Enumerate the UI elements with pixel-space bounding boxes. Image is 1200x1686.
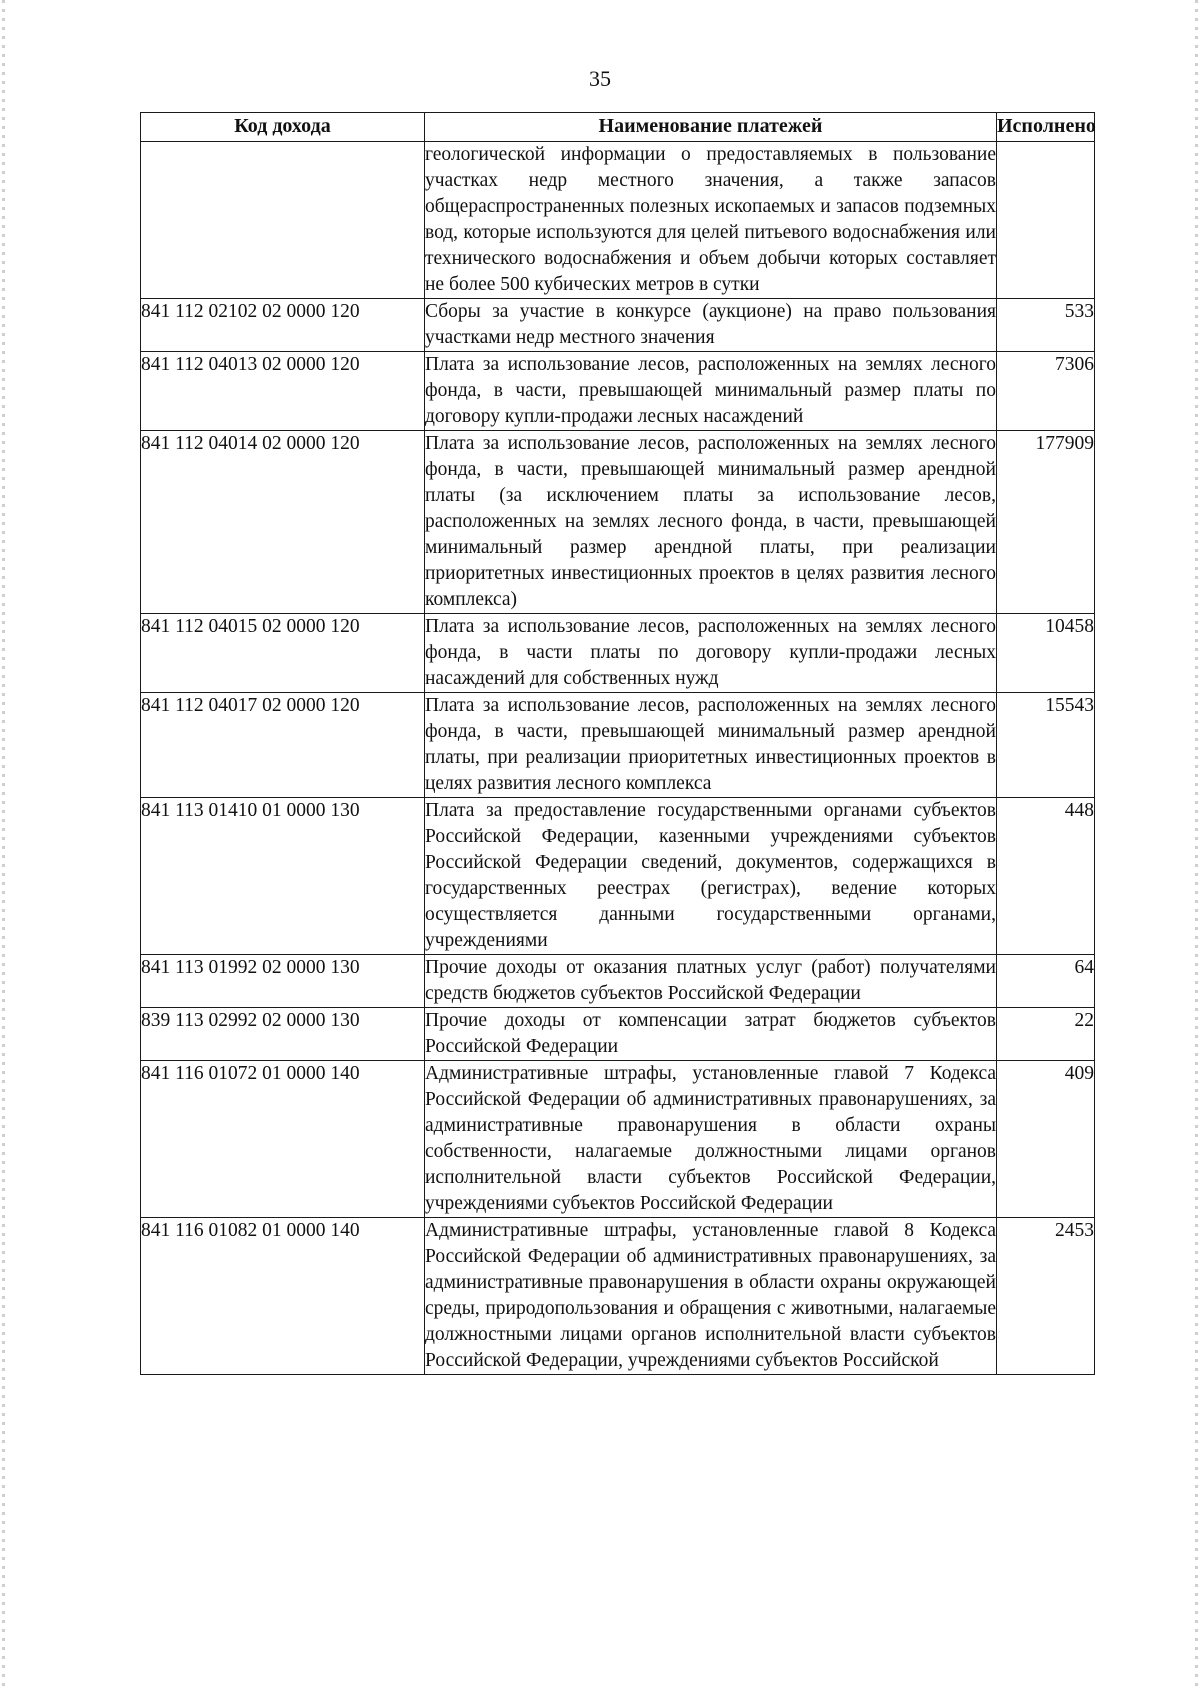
table-row	[141, 1061, 1095, 1218]
cell-code: 841 116 01082 01 0000 140	[141, 1218, 425, 1375]
cell-name	[425, 299, 997, 352]
cell-name-text: Плата за использование лесов, расположенных на землях лесного фонда, в части, превышающей минимальный размер арендной платы, при реализации приоритетных инвестиционных проектов в целях развития лесного комплекса	[425, 695, 996, 794]
cell-name-text: Сборы за участие в конкурсе (аукционе) на право пользования участками недр местного значения	[425, 301, 996, 348]
cell-name-text: Прочие доходы от оказания платных услуг (работ) получателями средств бюджетов субъектов Российской Федерации	[425, 957, 996, 1004]
cell-name	[425, 693, 997, 798]
cell-name	[425, 1061, 997, 1218]
table-row	[141, 431, 1095, 614]
cell-done: 64	[997, 955, 1095, 1008]
table-row	[141, 693, 1095, 798]
cell-name	[425, 1008, 997, 1061]
cell-done: 10458	[997, 614, 1095, 693]
cell-code: 841 112 04014 02 0000 120	[141, 431, 425, 614]
scan-edge-left	[2, 0, 5, 1686]
cell-name-text: Плата за использование лесов, расположенных на землях лесного фонда, в части, превышающей минимальный размер арендной платы (за исключением платы за использование лесов, расположенных на землях лесного фонда, в части, превышающей минимальный размер арендной платы, при реализации приоритетных инвестиционных проектов в целях развития лесного комплекса)	[425, 433, 996, 610]
cell-name	[425, 614, 997, 693]
cell-code: 841 116 01072 01 0000 140	[141, 1061, 425, 1218]
cell-code: 841 112 02102 02 0000 120	[141, 299, 425, 352]
cell-name-text: Плата за предоставление государственными органами субъектов Российской Федерации, казенными учреждениями субъектов Российской Федерации сведений, документов, содержащихся в государственных реестрах (регистрах), ведение которых осуществляется данными государственными органами, учреждениями	[425, 800, 996, 951]
cell-code: 841 112 04015 02 0000 120	[141, 614, 425, 693]
table-row	[141, 798, 1095, 955]
header-done: Исполнено	[997, 113, 1095, 142]
cell-code	[141, 142, 425, 299]
cell-done: 22	[997, 1008, 1095, 1061]
cell-name	[425, 1218, 997, 1375]
scan-edge-right	[1195, 0, 1198, 1686]
cell-done: 533	[997, 299, 1095, 352]
header-name: Наименование платежей	[425, 113, 997, 142]
cell-name-text: Административные штрафы, установленные главой 8 Кодекса Российской Федерации об административных правонарушениях, за административные правонарушения в области охраны окружающей среды, природопользования и обращения с животными, налагаемые должностными лицами органов исполнительной власти субъектов Российской Федерации, учреждениями субъектов Российской	[425, 1220, 996, 1371]
revenue-table	[140, 112, 1095, 1375]
cell-done: 409	[997, 1061, 1095, 1218]
cell-code: 841 113 01410 01 0000 130	[141, 798, 425, 955]
table-row	[141, 1008, 1095, 1061]
table-header-row	[141, 113, 1095, 142]
cell-name-text: Плата за использование лесов, расположенных на землях лесного фонда, в части платы по договору купли-продажи лесных насаждений для собственных нужд	[425, 616, 996, 689]
cell-code: 839 113 02992 02 0000 130	[141, 1008, 425, 1061]
cell-name-text: Прочие доходы от компенсации затрат бюджетов субъектов Российской Федерации	[425, 1010, 996, 1057]
table-row	[141, 614, 1095, 693]
cell-code: 841 112 04017 02 0000 120	[141, 693, 425, 798]
cell-done: 2453	[997, 1218, 1095, 1375]
table-row	[141, 955, 1095, 1008]
cell-name	[425, 798, 997, 955]
table-row	[141, 352, 1095, 431]
cell-name-text: Административные штрафы, установленные главой 7 Кодекса Российской Федерации об административных правонарушениях, за административные правонарушения в области охраны собственности, налагаемые должностными лицами органов исполнительной власти субъектов Российской Федерации, учреждениями субъектов Российской Федерации	[425, 1063, 996, 1214]
cell-done: 15543	[997, 693, 1095, 798]
cell-done: 177909	[997, 431, 1095, 614]
cell-name-text: геологической информации о предоставляемых в пользование участках недр местного значения, а также запасов общераспространенных полезных ископаемых и запасов подземных вод, которые используются для целей питьевого водоснабжения или технического водоснабжения и объем добычи которых составляет не более 500 кубических метров в сутки	[425, 144, 996, 295]
cell-name	[425, 431, 997, 614]
cell-done: 448	[997, 798, 1095, 955]
cell-name	[425, 352, 997, 431]
cell-code: 841 113 01992 02 0000 130	[141, 955, 425, 1008]
cell-done: 7306	[997, 352, 1095, 431]
table-row	[141, 1218, 1095, 1375]
cell-name-text: Плата за использование лесов, расположенных на землях лесного фонда, в части, превышающей минимальный размер платы по договору купли-продажи лесных насаждений	[425, 354, 996, 427]
table-row	[141, 299, 1095, 352]
cell-name	[425, 955, 997, 1008]
header-code: Код дохода	[141, 113, 425, 142]
table-row	[141, 142, 1095, 299]
cell-name	[425, 142, 997, 299]
cell-code: 841 112 04013 02 0000 120	[141, 352, 425, 431]
cell-done	[997, 142, 1095, 299]
page-number: 35	[589, 66, 611, 91]
